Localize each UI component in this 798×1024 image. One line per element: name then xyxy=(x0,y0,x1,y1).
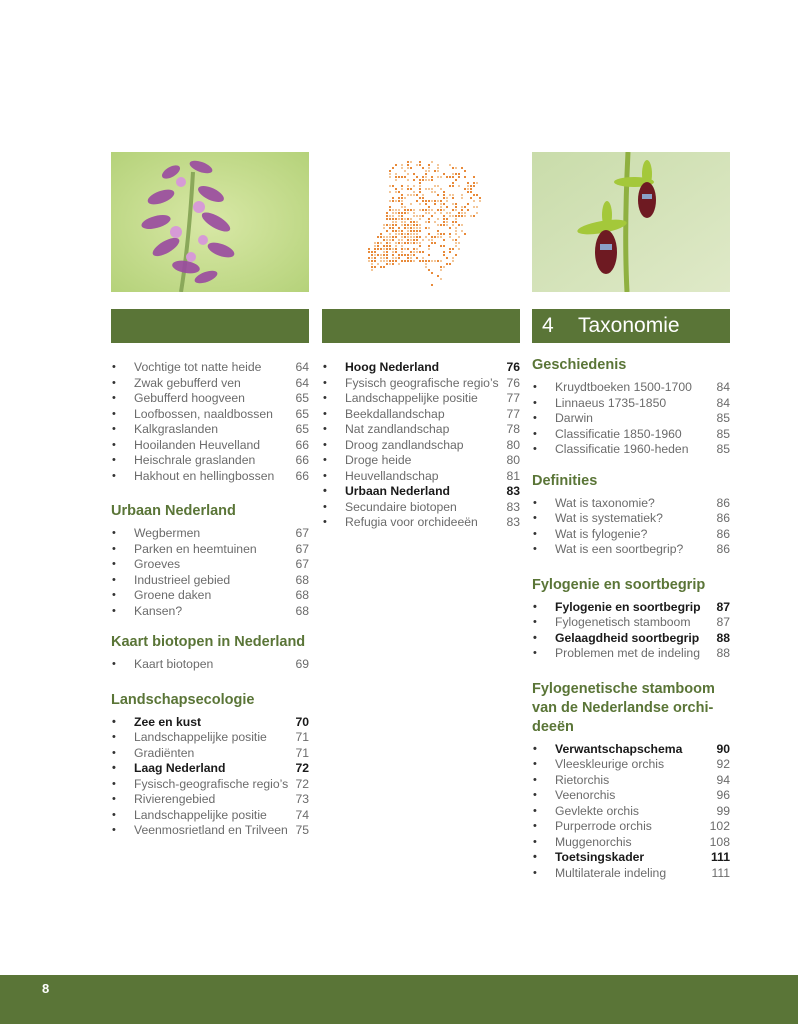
toc-entry-page: 96 xyxy=(716,788,730,802)
toc-entry-page: 68 xyxy=(295,572,309,587)
toc-entry-label: • Zwak gebufferd ven xyxy=(134,375,241,390)
toc-entry-page: 86 xyxy=(716,511,730,525)
toc-entry xyxy=(111,376,309,392)
toc-entry xyxy=(532,866,730,882)
toc-entry-page: 71 xyxy=(295,745,309,760)
toc-entry-page: 76 xyxy=(506,360,520,374)
toc-entry-page: 88 xyxy=(716,630,730,645)
toc-entry-label: • Verwantschapschema xyxy=(555,741,683,756)
toc-entry xyxy=(111,391,309,407)
section-heading: Urbaan Nederland xyxy=(111,503,236,519)
toc-entry-page: 65 xyxy=(295,391,309,405)
toc-column-2 xyxy=(322,152,520,531)
toc-entry xyxy=(532,850,730,866)
toc-entry-label: • Parken en heemtuinen xyxy=(134,541,257,556)
toc-entry xyxy=(532,511,730,527)
section-heading: Geschiedenis xyxy=(532,357,627,373)
toc-entry-label: • Darwin xyxy=(555,411,593,425)
toc-entry-label: • Wat is taxonomie? xyxy=(555,495,655,510)
toc-entry xyxy=(532,542,730,558)
toc-entry xyxy=(532,742,730,758)
chapter-number: 4 xyxy=(542,314,554,337)
toc-entry xyxy=(111,777,309,793)
toc-entry-page: 87 xyxy=(716,599,730,614)
toc-entry-label: • Wat is een soortbegrip? xyxy=(555,542,684,556)
toc-entry-page: 78 xyxy=(506,422,520,436)
toc-entry-label: • Beekdallandschap xyxy=(345,406,445,421)
toc-entry-page: 77 xyxy=(506,391,520,405)
toc-entry xyxy=(532,427,730,443)
toc-entry xyxy=(532,442,730,458)
toc-entry-page: 80 xyxy=(506,453,520,467)
toc-entry-page: 86 xyxy=(716,526,730,541)
toc-entry xyxy=(111,715,309,731)
toc-entry-page: 73 xyxy=(295,792,309,806)
toc-entry xyxy=(111,573,309,589)
netherlands-distribution-map xyxy=(322,152,520,292)
toc-entry-page: 94 xyxy=(716,772,730,787)
toc-entry-page: 86 xyxy=(716,495,730,510)
toc-entry xyxy=(111,360,309,376)
toc-list xyxy=(532,380,730,458)
toc-entry-page: 83 xyxy=(506,484,520,498)
toc-entry-label: • Multilaterale indeling xyxy=(555,865,667,880)
toc-entry-label: • Purperrode orchis xyxy=(555,819,652,833)
toc-entry-page: 84 xyxy=(716,395,730,410)
fly-orchid-photo xyxy=(532,152,730,292)
toc-entry-page: 67 xyxy=(295,541,309,556)
toc-entry xyxy=(532,496,730,512)
toc-entry-label: • Vleeskleurige orchis xyxy=(555,757,665,771)
toc-entry-page: 85 xyxy=(716,442,730,456)
toc-entry-label: • Veenorchis xyxy=(555,788,616,802)
toc-entry-label: • Gelaagdheid soortbegrip xyxy=(555,630,700,645)
toc-entry-label: • Hakhout en hellingbossen xyxy=(134,468,275,483)
toc-entry-label: • Fysisch geografische regio’s xyxy=(345,375,499,390)
toc-list xyxy=(532,600,730,662)
toc-entry-page: 111 xyxy=(711,850,730,864)
toc-entry xyxy=(111,657,309,673)
toc-entry-label: • Wat is fylogenie? xyxy=(555,526,648,541)
toc-entry xyxy=(111,604,309,620)
toc-entry-label: • Fysisch-geografische regio’s xyxy=(134,776,289,791)
toc-entry-page: 71 xyxy=(295,730,309,744)
toc-entry-label: • Vochtige tot natte heide xyxy=(134,360,262,374)
toc-entry-label: • Hoog Nederland xyxy=(345,360,440,374)
toc-entry xyxy=(322,422,520,438)
chapter-bar xyxy=(532,309,730,343)
toc-entry xyxy=(111,542,309,558)
toc-entry-label: • Rietorchis xyxy=(555,772,610,787)
section-heading: Landschapsecologie xyxy=(111,691,255,708)
toc-entry xyxy=(322,438,520,454)
toc-entry-page: 75 xyxy=(295,823,309,837)
chapter-title: Taxonomie xyxy=(578,314,680,337)
toc-entry-page: 64 xyxy=(295,360,309,374)
toc-entry-label: • Heuvellandschap xyxy=(345,468,439,483)
toc-entry-page: 87 xyxy=(716,615,730,629)
chapter-bar-empty-1 xyxy=(111,309,309,343)
toc-entry-page: 64 xyxy=(295,375,309,390)
toc-entry-label: • Groene daken xyxy=(134,588,212,602)
toc-entry xyxy=(111,438,309,454)
toc-entry-label: • Classificatie 1850-1960 xyxy=(555,426,682,441)
toc-entry-label: • Kruydtboeken 1500-1700 xyxy=(555,380,692,394)
toc-entry xyxy=(322,515,520,531)
toc-entry-page: 72 xyxy=(295,761,309,775)
toc-entry-label: • Nat zandlandschap xyxy=(345,422,450,436)
toc-entry-page: 80 xyxy=(506,437,520,452)
toc-entry-page: 84 xyxy=(716,380,730,394)
toc-entry-page: 76 xyxy=(506,375,520,390)
toc-entry-page: 90 xyxy=(716,741,730,756)
toc-entry xyxy=(111,823,309,839)
toc-entry-page: 108 xyxy=(709,834,730,849)
chapter-bar-empty-2 xyxy=(322,309,520,343)
toc-entry-page: 65 xyxy=(295,406,309,421)
section-heading: Fylogenie en soortbegrip xyxy=(532,576,706,593)
toc-entry-label: • Refugia voor orchideeën xyxy=(345,515,478,529)
toc-entry-label: • Landschappelijke positie xyxy=(345,391,478,405)
toc-entry-label: • Muggenorchis xyxy=(555,834,632,849)
toc-entry-label: • Zee en kust xyxy=(134,714,202,729)
toc-entry-page: 69 xyxy=(295,657,309,671)
toc-entry xyxy=(322,469,520,485)
purple-orchid-photo xyxy=(111,152,309,292)
page-number: 8 xyxy=(42,981,50,996)
toc-entry-page: 65 xyxy=(295,422,309,436)
toc-entry-label: • Gradiënten xyxy=(134,745,195,760)
toc-list xyxy=(111,715,309,839)
footer-bar xyxy=(0,975,798,1024)
toc-entry-label: • Landschappelijke positie xyxy=(134,807,267,822)
toc-entry-page: 66 xyxy=(295,453,309,467)
toc-entry-page: 92 xyxy=(716,757,730,771)
toc-entry-page: 111 xyxy=(711,865,730,880)
toc-entry-page: 83 xyxy=(506,515,520,529)
toc-entry xyxy=(532,819,730,835)
toc-entry xyxy=(322,500,520,516)
toc-entry-label: • Landschappelijke positie xyxy=(134,730,267,744)
toc-list xyxy=(532,742,730,882)
toc-entry xyxy=(532,396,730,412)
toc-entry-label: • Secundaire biotopen xyxy=(345,499,457,514)
toc-list xyxy=(111,657,309,673)
toc-entry-page: 68 xyxy=(295,603,309,618)
toc-entry-label: • Gevlekte orchis xyxy=(555,803,639,818)
toc-entry xyxy=(532,380,730,396)
toc-entry xyxy=(532,631,730,647)
toc-entry xyxy=(532,804,730,820)
section-heading: Kaart biotopen in Nederland xyxy=(111,634,306,650)
toc-entry-label: • Classificatie 1960-heden xyxy=(555,442,689,456)
toc-column-3 xyxy=(532,152,730,881)
toc-entry-label: • Wegbermen xyxy=(134,526,201,540)
toc-entry-label: • Industrieel gebied xyxy=(134,572,231,587)
toc-entry-page: 70 xyxy=(295,714,309,729)
toc-entry-page: 67 xyxy=(295,557,309,571)
toc-entry-label: • Laag Nederland xyxy=(134,761,226,775)
toc-list xyxy=(322,360,520,531)
toc-entry-label: • Groeves xyxy=(134,557,181,571)
toc-entry xyxy=(111,730,309,746)
toc-entry-label: • Kansen? xyxy=(134,603,183,618)
toc-entry-label: • Kaart biotopen xyxy=(134,657,214,671)
toc-entry-page: 88 xyxy=(716,646,730,660)
toc-entry-label: • Loofbossen, naaldbossen xyxy=(134,406,273,421)
toc-entry-page: 81 xyxy=(506,468,520,483)
toc-entry-label: • Wat is systematiek? xyxy=(555,511,663,525)
toc-entry xyxy=(322,453,520,469)
toc-entry xyxy=(532,835,730,851)
toc-entry-page: 77 xyxy=(506,406,520,421)
toc-entry-label: • Problemen met de indeling xyxy=(555,646,700,660)
toc-entry-page: 67 xyxy=(295,526,309,540)
toc-entry-page: 99 xyxy=(716,803,730,818)
toc-entry-label: • Rivierengebied xyxy=(134,792,216,806)
toc-entry-page: 72 xyxy=(295,776,309,791)
toc-entry-label: • Fylogenie en soortbegrip xyxy=(555,599,701,614)
toc-entry-label: • Droge heide xyxy=(345,453,412,467)
toc-entry xyxy=(532,773,730,789)
toc-entry-label: • Fylogenetisch stamboom xyxy=(555,615,691,629)
toc-entry xyxy=(111,792,309,808)
toc-entry xyxy=(322,360,520,376)
toc-column-1 xyxy=(111,152,309,839)
toc-list xyxy=(111,526,309,619)
toc-entry-label: • Urbaan Nederland xyxy=(345,484,450,498)
toc-entry-label: • Toetsingskader xyxy=(555,850,645,864)
toc-entry xyxy=(111,557,309,573)
toc-list xyxy=(532,496,730,558)
toc-entry xyxy=(532,411,730,427)
toc-entry-page: 86 xyxy=(716,542,730,556)
toc-entry xyxy=(111,808,309,824)
toc-entry xyxy=(532,646,730,662)
toc-entry xyxy=(111,407,309,423)
toc-entry-label: • Linnaeus 1735-1850 xyxy=(555,395,667,410)
toc-entry-page: 74 xyxy=(295,807,309,822)
toc-entry xyxy=(111,761,309,777)
toc-entry xyxy=(111,588,309,604)
toc-entry-label: • Droog zandlandschap xyxy=(345,437,464,452)
toc-entry xyxy=(111,469,309,485)
toc-entry-label: • Hooilanden Heuvelland xyxy=(134,437,261,452)
toc-entry xyxy=(111,422,309,438)
toc-entry-page: 68 xyxy=(295,588,309,602)
toc-entry xyxy=(111,453,309,469)
toc-entry-label: • Veenmosrietland en Trilveen xyxy=(134,823,288,837)
toc-entry xyxy=(532,615,730,631)
toc-entry xyxy=(322,391,520,407)
toc-entry-label: • Heischrale graslanden xyxy=(134,453,256,467)
toc-entry xyxy=(111,746,309,762)
toc-entry-page: 66 xyxy=(295,437,309,452)
toc-entry-label: • Gebufferd hoogveen xyxy=(134,391,245,405)
section-heading: Fylogenetische stamboom van de Nederlandse orchi-deeën xyxy=(532,680,715,735)
toc-entry-page: 83 xyxy=(506,499,520,514)
toc-entry-page: 85 xyxy=(716,426,730,441)
toc-entry-label: • Kalkgraslanden xyxy=(134,422,219,436)
toc-entry xyxy=(111,526,309,542)
toc-entry-page: 66 xyxy=(295,468,309,483)
toc-entry xyxy=(322,407,520,423)
section-heading: Definities xyxy=(532,472,598,489)
toc-entry xyxy=(532,788,730,804)
toc-entry xyxy=(322,484,520,500)
toc-entry-page: 85 xyxy=(716,411,730,425)
toc-entry xyxy=(532,527,730,543)
toc-entry-page: 102 xyxy=(709,819,730,833)
toc-entry xyxy=(532,600,730,616)
toc-entry xyxy=(322,376,520,392)
toc-list xyxy=(111,360,309,484)
toc-entry xyxy=(532,757,730,773)
